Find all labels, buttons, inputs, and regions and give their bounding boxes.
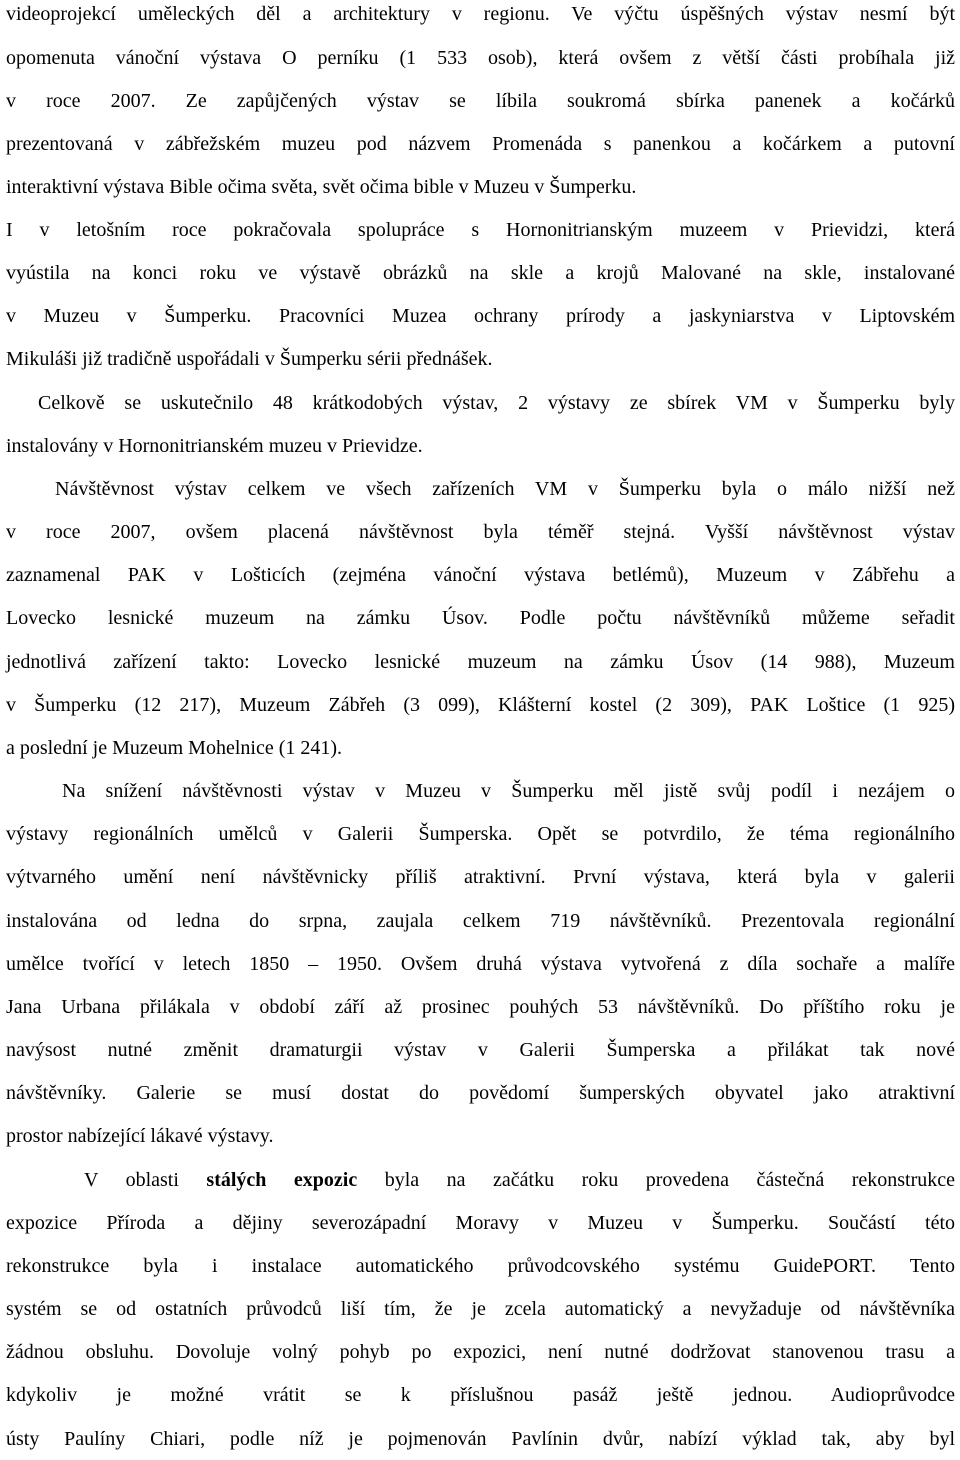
text-line: navýsost nutné změnit dramaturgii výstav v Galerii Šumperska a přilákat tak nové — [6, 1039, 955, 1061]
bold-term: stálých expozic — [206, 1169, 358, 1191]
text-line: expozice Příroda a dějiny severozápadní Moravy v Muzeu v Šumperku. Součástí této — [6, 1212, 955, 1234]
text-line: v Muzeu v Šumperku. Pracovníci Muzea ochrany prírody a jaskyniarstva v Liptovském — [6, 305, 955, 327]
text-line: umělce tvořící v letech 1850 – 1950. Ovšem druhá výstava vytvořená z díla sochaře a malíře — [6, 953, 955, 975]
text-line: systém se od ostatních průvodců liší tím, že je zcela automatický a nevyžaduje od návštěvníka — [6, 1298, 955, 1320]
text-line: instalovány v Hornonitrianském muzeu v Prievidze. — [6, 435, 423, 457]
text-line: Celkově se uskutečnilo 48 krátkodobých výstav, 2 výstavy ze sbírek VM v Šumperku byly — [38, 392, 955, 414]
text-run: V oblasti — [84, 1169, 207, 1191]
text-line: kdykoliv je možné vrátit se k příslušnou pasáž ještě jednou. Audioprůvodce — [6, 1384, 955, 1406]
text-line: videoprojekcí uměleckých děl a architektury v regionu. Ve výčtu úspěšných výstav nesmí být — [6, 3, 955, 25]
text-line: I v letošním roce pokračovala spolupráce s Hornonitrianským muzeem v Prievidzi, která — [6, 219, 955, 241]
text-line: prostor nabízející lákavé výstavy. — [6, 1125, 274, 1147]
text-line: rekonstrukce byla i instalace automatického průvodcovského systému GuidePORT. Tento — [6, 1255, 955, 1277]
text-line: žádnou obsluhu. Dovoluje volný pohyb po expozici, není nutné dodržovat stanovenou trasu a — [6, 1341, 955, 1363]
text-line: Jana Urbana přilákala v období září až prosinec pouhých 53 návštěvníků. Do příštího roku je — [6, 996, 955, 1018]
text-line: Návštěvnost výstav celkem ve všech zařízeních VM v Šumperku byla o málo nižší než — [55, 478, 955, 500]
text-line: v roce 2007. Ze zapůjčených výstav se líbila soukromá sbírka panenek a kočárků — [6, 90, 955, 112]
text-line: v roce 2007, ovšem placená návštěvnost byla téměř stejná. Vyšší návštěvnost výstav — [6, 521, 955, 543]
text-line: zaznamenal PAK v Lošticích (zejména vánoční výstava betlémů), Muzeum v Zábřehu a — [6, 564, 955, 586]
text-line: Mikuláši již tradičně uspořádali v Šumperku sérii přednášek. — [6, 348, 493, 370]
text-line: opomenuta vánoční výstava O perníku (1 533 osob), která ovšem z větší části probíhala již — [6, 47, 955, 69]
text-line: prezentovaná v zábřežském muzeu pod názvem Promenáda s panenkou a kočárkem a putovní — [6, 133, 955, 155]
text-line: výtvarného umění není návštěvnicky příliš atraktivní. První výstava, která byla v galerii — [6, 866, 955, 888]
text-line — [84, 1166, 955, 1194]
text-line: vyústila na konci roku ve výstavě obrázků na skle a krojů Malované na skle, instalované — [6, 262, 955, 284]
text-run: byla na začátku roku provedena částečná rekonstrukce — [357, 1169, 956, 1191]
text-line: ústy Paulíny Chiari, podle níž je pojmenován Pavlínin dvůr, nabízí výklad tak, aby byl — [6, 1428, 955, 1450]
text-line: návštěvníky. Galerie se musí dostat do povědomí šumperských obyvatel jako atraktivní — [6, 1082, 955, 1104]
text-line: a poslední je Muzeum Mohelnice (1 241). — [6, 737, 343, 759]
text-line: výstavy regionálních umělců v Galerii Šumperska. Opět se potvrdilo, že téma regionálního — [6, 823, 955, 845]
text-line: Lovecko lesnické muzeum na zámku Úsov. Podle počtu návštěvníků můžeme seřadit — [6, 607, 955, 629]
text-line: v Šumperku (12 217), Muzeum Zábřeh (3 099), Klášterní kostel (2 309), PAK Loštice (1 925) — [6, 694, 955, 716]
text-line: interaktivní výstava Bible očima světa, svět očima bible v Muzeu v Šumperku. — [6, 176, 637, 198]
text-line: instalována od ledna do srpna, zaujala celkem 719 návštěvníků. Prezentovala regionální — [6, 910, 955, 932]
text-line: Na snížení návštěvnosti výstav v Muzeu v Šumperku měl jistě svůj podíl i nezájem o — [62, 780, 955, 802]
text-line: jednotlivá zařízení takto: Lovecko lesnické muzeum na zámku Úsov (14 988), Muzeum — [6, 651, 955, 673]
